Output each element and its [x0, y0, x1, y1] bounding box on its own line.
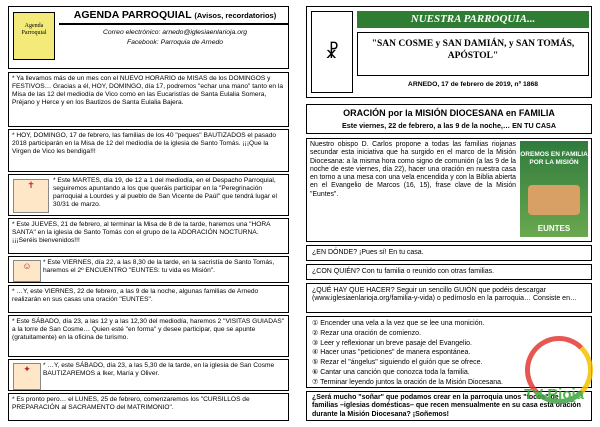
mission-subtitle: Este viernes, 22 de febrero, a las 9 de la noche,… EN TU CASA [341, 121, 557, 130]
notice-9-text: * Es pronto pero… el LUNES, 25 de febrero, comenzaremos los "CURSILLOS de PREPARACIÓN al SACRAMENTO del MATRIMONIO". [12, 396, 250, 412]
notice-6 [8, 285, 289, 313]
poster-title: OREMOS EN FAMILIA POR LA MISIÓN [520, 151, 588, 166]
notice-7-text: * Este SÁBADO, día 23, a las 12 y a las 12,30 del mediodía, haremos 2 "VISITAS GUIADAS" a la torre de San Cosme… Quien esté "en forma" y desee participar, que se apunte (gratuitamente) en la oficina de turismo. [12, 318, 285, 342]
agenda-email: Correo electrónico: arnedo@iglesiaenlarioja.org [102, 29, 248, 36]
agenda-logo [13, 12, 55, 60]
notice-3-text: * Este MARTES, día 19, de 12 a 1 del mediodía, en el Despacho Parroquial, seguiremos apuntando a los que queráis participar en la "Peregrinación parroquial a Lourdes y al pueblo de San Vicente de Paúl" que tendrá lugar el 30/31 de marzo. [53, 177, 278, 209]
notice-1 [8, 72, 289, 127]
parish-saints: "SAN COSME y SAN DAMIÁN, y SAN TOMÁS, APÓSTOL" [357, 32, 589, 76]
step-2: ② Rezar una oración de comienzo. [312, 329, 422, 337]
notice-2-text: * HOY, DOMINGO, 17 de febrero, las familias de los 40 "peques" BAUTIZADOS el pasado 2018 participarán en la Misa de 12 del mediodía de la iglesia de Santo Tomás. ¡¡¡Que la Virgen de Vico les bendiga!!! [12, 132, 277, 156]
agenda-header [8, 6, 289, 69]
notice-7 [8, 315, 289, 357]
poster-footer: EUNTES [537, 224, 571, 233]
step-5-text: Rezar el "ángelus" siguiendo el guión que se ofrece. [320, 359, 483, 367]
notice-8 [8, 359, 289, 391]
notice-1-text: * Ya llevamos más de un mes con el NUEVO HORARIO de MISAS de los DOMINGOS y FESTIVOS… Gracias a él, HOY, DOMINGO, día 17, podremos "echar una mano" tanto en la Misa de las 12 del mediodía de Vico como en las Eucaristías de Santa Eulalia Somera, Préjano y Herce y en los Bautizos de Santa Eulalia Bajera. [12, 75, 283, 107]
baptism-icon: ✦ [13, 363, 41, 390]
notice-3 [8, 174, 289, 216]
step-7-text: Terminar leyendo juntos la oración de la Misión Diocesana. [320, 378, 503, 386]
step-5: ⑤ Rezar el "ángelus" siguiendo el guión que se ofrece. [312, 359, 483, 367]
question-where-text: ¿EN DÓNDE? ¡Pues sí! En tu casa. [312, 249, 424, 256]
encounter-icon: ☺ [13, 260, 41, 282]
step-7: ⑦ Terminar leyendo juntos la oración de la Misión Diocesana. [312, 378, 503, 386]
notice-4 [8, 218, 289, 254]
notice-9 [8, 393, 289, 421]
question-who [306, 264, 592, 280]
parish-logo: ☧ [311, 11, 353, 93]
agenda-title [61, 9, 289, 21]
agenda-title-suffix: (Avisos, recordatorios) [194, 11, 277, 20]
parish-banner: NUESTRA PARROQUIA... [357, 11, 589, 28]
question-who-text: ¿CON QUIÉN? Con tu familia o reunido con otras familias. [312, 268, 495, 275]
agenda-title-main: AGENDA PARROQUIAL [73, 9, 192, 21]
mission-heading [306, 104, 592, 134]
step-6-text: Cantar una canción que conozca toda la familia. [320, 368, 470, 376]
poster-family-image [528, 185, 580, 215]
step-2-text: Rezar una oración de comienzo. [320, 329, 422, 337]
closing-text: ¿Será mucho "soñar" que podamos crear en la parroquia unos "focos" de familias –iglesias domésticas– que recen mensualmente en su casa esta oración durante la Misión Diocesana? ¡Soñemos! [312, 394, 581, 418]
pilgrimage-icon: ✝ [13, 179, 49, 213]
logo-text: Agenda Parroquial [21, 23, 47, 36]
watermark-text: TV Rioja [523, 386, 584, 403]
step-3-text: Leer y reflexionar un breve pasaje del Evangelio. [320, 339, 472, 347]
notice-5 [8, 256, 289, 283]
steps-list [306, 316, 592, 388]
step-6: ⑥ Cantar una canción que conozca toda la familia. [312, 368, 470, 376]
mission-poster [520, 141, 588, 237]
step-1-text: Encender una vela a la vez que se lee una monición. [320, 320, 485, 327]
notice-8-text: * …Y, este SÁBADO, día 23, a las 5,30 de la tarde, en la iglesia de San Cosme BAUTIZAREMOS a Iker, María y Oliver. [43, 362, 275, 378]
mission-title: ORACIÓN por la MISIÓN DIOCESANA en FAMILIA [343, 108, 555, 118]
step-1: ① Encender una vela a la vez que se lee una monición. [312, 320, 485, 327]
question-what [306, 283, 592, 313]
step-4-text: Hacer unas "peticiones" de manera espontánea. [320, 349, 471, 357]
notice-5-text: * Este VIERNES, día 22, a las 8,30 de la tarde, en la sacristía de Santo Tomás, haremos el 2º ENCUENTRO "EUNTES: tu vida es Misión". [43, 259, 275, 275]
right-page [306, 6, 592, 421]
parish-date: ARNEDO, 17 de febrero de 2019, nº 1868 [407, 81, 539, 88]
question-what-text: ¿QUÉ HAY QUE HACER? Seguir un sencillo GUIÓN que podéis descargar (www.iglesiaenlarioja.org/familia-y-vida) o pedírnoslo en la parroquia… Consiste en… [312, 287, 577, 303]
mission-intro-text: Nuestro obispo D. Carlos propone a todas las familias riojanas secundar esta iniciativa que ha surgido en el marco de la Misión Diocesana: a la misma hora como signo de comunión (a las 9 de la noche de este viernes, día 22), hacer una oración en nuestra casa en torno a una mesa con una vela encendida y con la Biblia abierta en el Evangelio de Marcos (16, 15), frase clave de la Misión "Euntes". [310, 141, 516, 198]
notice-4-text: * Este JUEVES, 21 de febrero, al terminar la Misa de 8 de la tarde, haremos una "HORA SANTA" en la iglesia de Santo Tomás con el grupo de la ADORACIÓN NOCTURNA. ¡¡¡Seréis bienvenidos!!! [12, 221, 271, 245]
notice-6-text: * …Y, este VIERNES, 22 de febrero, a las 9 de la noche, algunas familias de Arnedo realizarán en sus casas una oración "EUNTES". [12, 288, 259, 304]
left-page [8, 6, 289, 421]
step-3: ③ Leer y reflexionar un breve pasaje del Evangelio. [312, 339, 472, 347]
title-rule [59, 23, 289, 25]
agenda-facebook: Facebook: Parroquia de Arnedo [126, 39, 224, 46]
parish-header [306, 6, 592, 98]
notice-2 [8, 129, 289, 172]
mission-intro [306, 138, 592, 242]
closing-box [306, 391, 592, 421]
question-where [306, 245, 592, 261]
step-4: ④ Hacer unas "peticiones" de manera espontánea. [312, 349, 471, 357]
